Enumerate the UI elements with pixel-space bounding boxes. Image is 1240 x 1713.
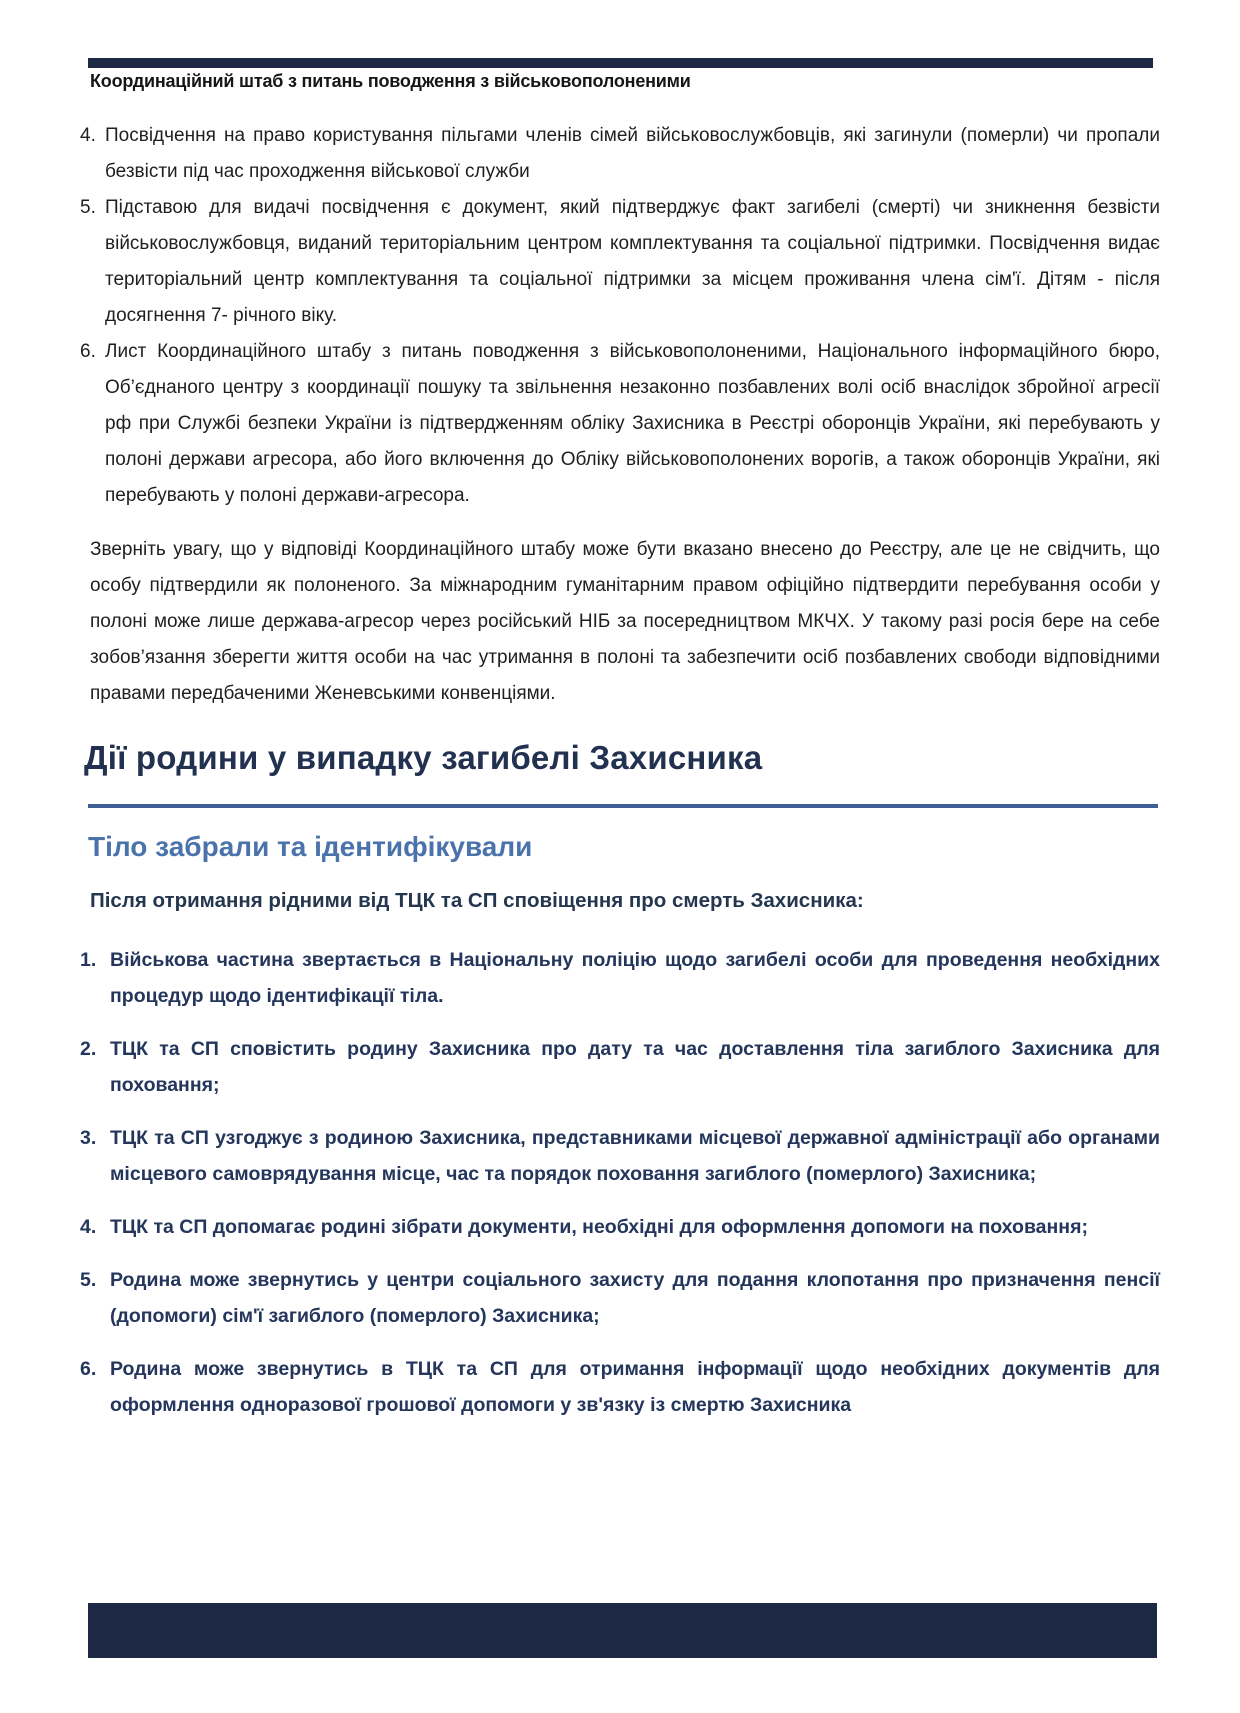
step-item — [80, 1262, 1160, 1334]
step-text: ТЦК та СП узгоджує з родиною Захисника, представниками місцевої державної адміністрації або органами місцевого самоврядування місце, час та порядок поховання загиблого (померлого) Захисника; — [110, 1127, 1160, 1185]
step-text: Родина може звернутись у центри соціального захисту для подання клопотання про призначення пенсії (допомоги) сім'ї загиблого (померлого) Захисника; — [110, 1269, 1160, 1327]
certificate-info-list — [80, 118, 1160, 514]
step-item — [80, 1120, 1160, 1192]
step-number: 2. — [80, 1038, 97, 1060]
list-item — [80, 190, 1160, 334]
family-steps-list — [80, 942, 1160, 1423]
header-accent-bar — [88, 58, 1153, 68]
step-number: 3. — [80, 1127, 97, 1149]
step-item — [80, 942, 1160, 1014]
step-text: Родина може звернутись в ТЦК та СП для отримання інформації щодо необхідних документів для оформлення одноразової грошової допомоги у зв'язку із смертю Захисника — [110, 1358, 1160, 1416]
section-divider — [88, 804, 1158, 808]
list-item-number: 4. — [80, 125, 96, 146]
notice-paragraph: Зверніть увагу, що у відповіді Координаційного штабу може бути вказано внесено до Реєстру, але це не свідчить, що особу підтвердили як полоненого. За міжнародним гуманітарним правом офіційно підтвердити перебування особи у полоні може лише держава-агресор через російський НІБ за посередництвом МКЧХ. У такому разі росія бере на себе зобов’язання зберегти життя особи на час утримання в полоні та забезпечити осіб позбавлених свободи відповідними правами передбаченими Женевськими конвенціями. — [90, 539, 1160, 704]
page-content — [80, 118, 1160, 1440]
step-item — [80, 1209, 1160, 1245]
list-item-text: Лист Координаційного штабу з питань поводження з військовополоненими, Національного інформаційного бюро, Об’єднаного центру з координації пошуку та звільнення незаконно позбавлених волі осіб внаслідок збройної агресії рф при Службі безпеки України із підтвердженням обліку Захисника в Реєстрі оборонців України, які перебувають у полоні держави агресора, або його включення до Обліку військовополонених ворогів, а також оборонців України, які перебувають у полоні держави-агресора. — [105, 341, 1160, 506]
page-header-title: Координаційний штаб з питань поводження з військовополоненими — [90, 71, 691, 91]
step-text: Військова частина звертається в Національну поліцію щодо загибелі особи для проведення необхідних процедур щодо ідентифікації тіла. — [110, 949, 1160, 1007]
step-number: 6. — [80, 1358, 97, 1380]
subsection-heading: Тіло забрали та ідентифікували — [88, 831, 533, 862]
list-item — [80, 118, 1160, 190]
steps-intro: Після отримання рідними від ТЦК та СП сповіщення про смерть Захисника: — [90, 889, 864, 912]
list-item-number: 6. — [80, 341, 96, 362]
list-item-text: Посвідчення на право користування пільгами членів сімей військовослужбовців, які загинули (померли) чи пропали безвісти під час проходження військової служби — [105, 125, 1160, 182]
list-item-number: 5. — [80, 197, 96, 218]
list-item-text: Підставою для видачі посвідчення є документ, який підтверджує факт загибелі (смерті) чи зникнення безвісти військовослужбовця, виданий територіальним центром комплектування та соціальної підтримки. Посвідчення видає територіальний центр комплектування та соціальної підтримки за місцем проживання члена сім'ї. Дітям - після досягнення 7- річного віку. — [105, 197, 1160, 326]
step-number: 5. — [80, 1269, 97, 1291]
step-item — [80, 1351, 1160, 1423]
step-text: ТЦК та СП сповістить родину Захисника про дату та час доставлення тіла загиблого Захисника для поховання; — [110, 1038, 1160, 1096]
step-text: ТЦК та СП допомагає родині зібрати документи, необхідні для оформлення допомоги на поховання; — [110, 1216, 1088, 1238]
section-heading: Дії родини у випадку загибелі Захисника — [84, 739, 763, 776]
list-item — [80, 334, 1160, 514]
step-number: 4. — [80, 1216, 97, 1238]
step-item — [80, 1031, 1160, 1103]
footer-accent-bar — [88, 1603, 1157, 1658]
step-number: 1. — [80, 949, 97, 971]
